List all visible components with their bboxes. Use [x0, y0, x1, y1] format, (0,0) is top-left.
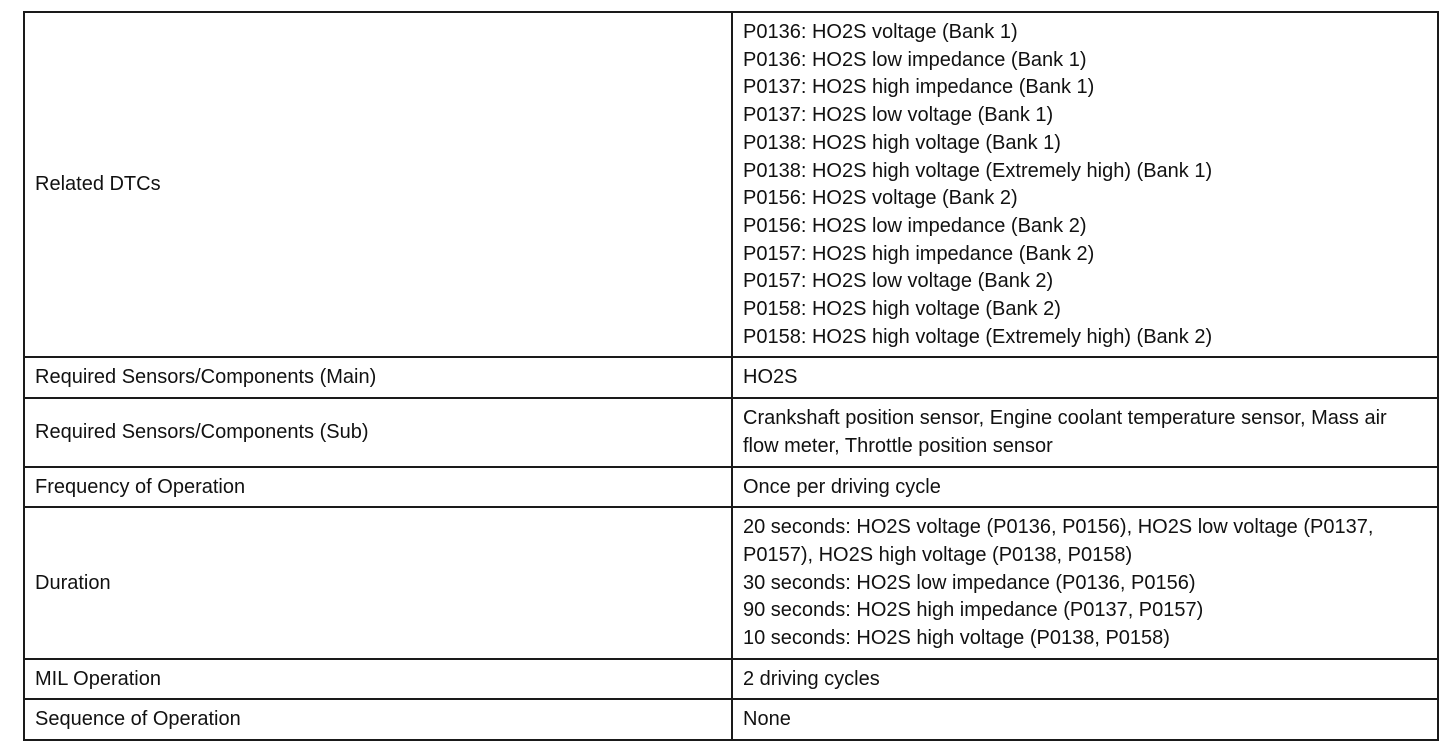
dtc-line: P0137: HO2S high impedance (Bank 1)	[743, 76, 1095, 99]
dtc-line: P0158: HO2S high voltage (Bank 2)	[743, 298, 1061, 321]
duration-line: 90 seconds: HO2S high impedance (P0137, P0157)	[743, 599, 1204, 622]
frequency-value: Once per driving cycle	[732, 467, 1438, 508]
table-row-sub-components	[24, 398, 1438, 466]
main-components-label: Required Sensors/Components (Main)	[24, 357, 732, 398]
dtc-line: P0157: HO2S high impedance (Bank 2)	[743, 242, 1095, 265]
monitor-spec-table	[23, 11, 1439, 741]
table-row-mil-operation	[24, 659, 1438, 700]
sub-components-value: Crankshaft position sensor, Engine coolant temperature sensor, Mass air flow meter, Throttle position sensor	[732, 398, 1438, 466]
related-dtcs-label: Related DTCs	[24, 12, 732, 357]
dtc-line: P0137: HO2S low voltage (Bank 1)	[743, 104, 1054, 127]
table-row-frequency	[24, 467, 1438, 508]
table-row-main-components	[24, 357, 1438, 398]
dtc-line: P0136: HO2S voltage (Bank 1)	[743, 21, 1018, 43]
dtc-line: P0158: HO2S high voltage (Extremely high) (Bank 2)	[743, 325, 1213, 348]
sequence-value: None	[732, 699, 1438, 740]
dtc-line: P0138: HO2S high voltage (Bank 1)	[743, 131, 1061, 154]
duration-line: 20 seconds: HO2S voltage (P0136, P0156), HO2S low voltage (P0137, P0157), HO2S high voltage (P0138, P0158)	[743, 516, 1374, 566]
duration-value	[732, 507, 1438, 659]
dtc-line: P0136: HO2S low impedance (Bank 1)	[743, 48, 1087, 71]
duration-label: Duration	[24, 507, 732, 659]
dtc-line: P0138: HO2S high voltage (Extremely high) (Bank 1)	[743, 159, 1213, 182]
frequency-label: Frequency of Operation	[24, 467, 732, 508]
dtc-line: P0156: HO2S voltage (Bank 2)	[743, 187, 1018, 210]
mil-operation-label: MIL Operation	[24, 659, 732, 700]
table-row-sequence	[24, 699, 1438, 740]
main-components-value: HO2S	[732, 357, 1438, 398]
dtc-line: P0157: HO2S low voltage (Bank 2)	[743, 270, 1054, 293]
sub-components-label: Required Sensors/Components (Sub)	[24, 398, 732, 466]
table-row-related-dtcs	[24, 12, 1438, 357]
table-row-duration	[24, 507, 1438, 659]
duration-line: 10 seconds: HO2S high voltage (P0138, P0158)	[743, 627, 1170, 650]
duration-line: 30 seconds: HO2S low impedance (P0136, P0156)	[743, 571, 1196, 594]
mil-operation-value: 2 driving cycles	[732, 659, 1438, 700]
sequence-label: Sequence of Operation	[24, 699, 732, 740]
related-dtcs-value	[732, 12, 1438, 357]
dtc-line: P0156: HO2S low impedance (Bank 2)	[743, 214, 1087, 237]
